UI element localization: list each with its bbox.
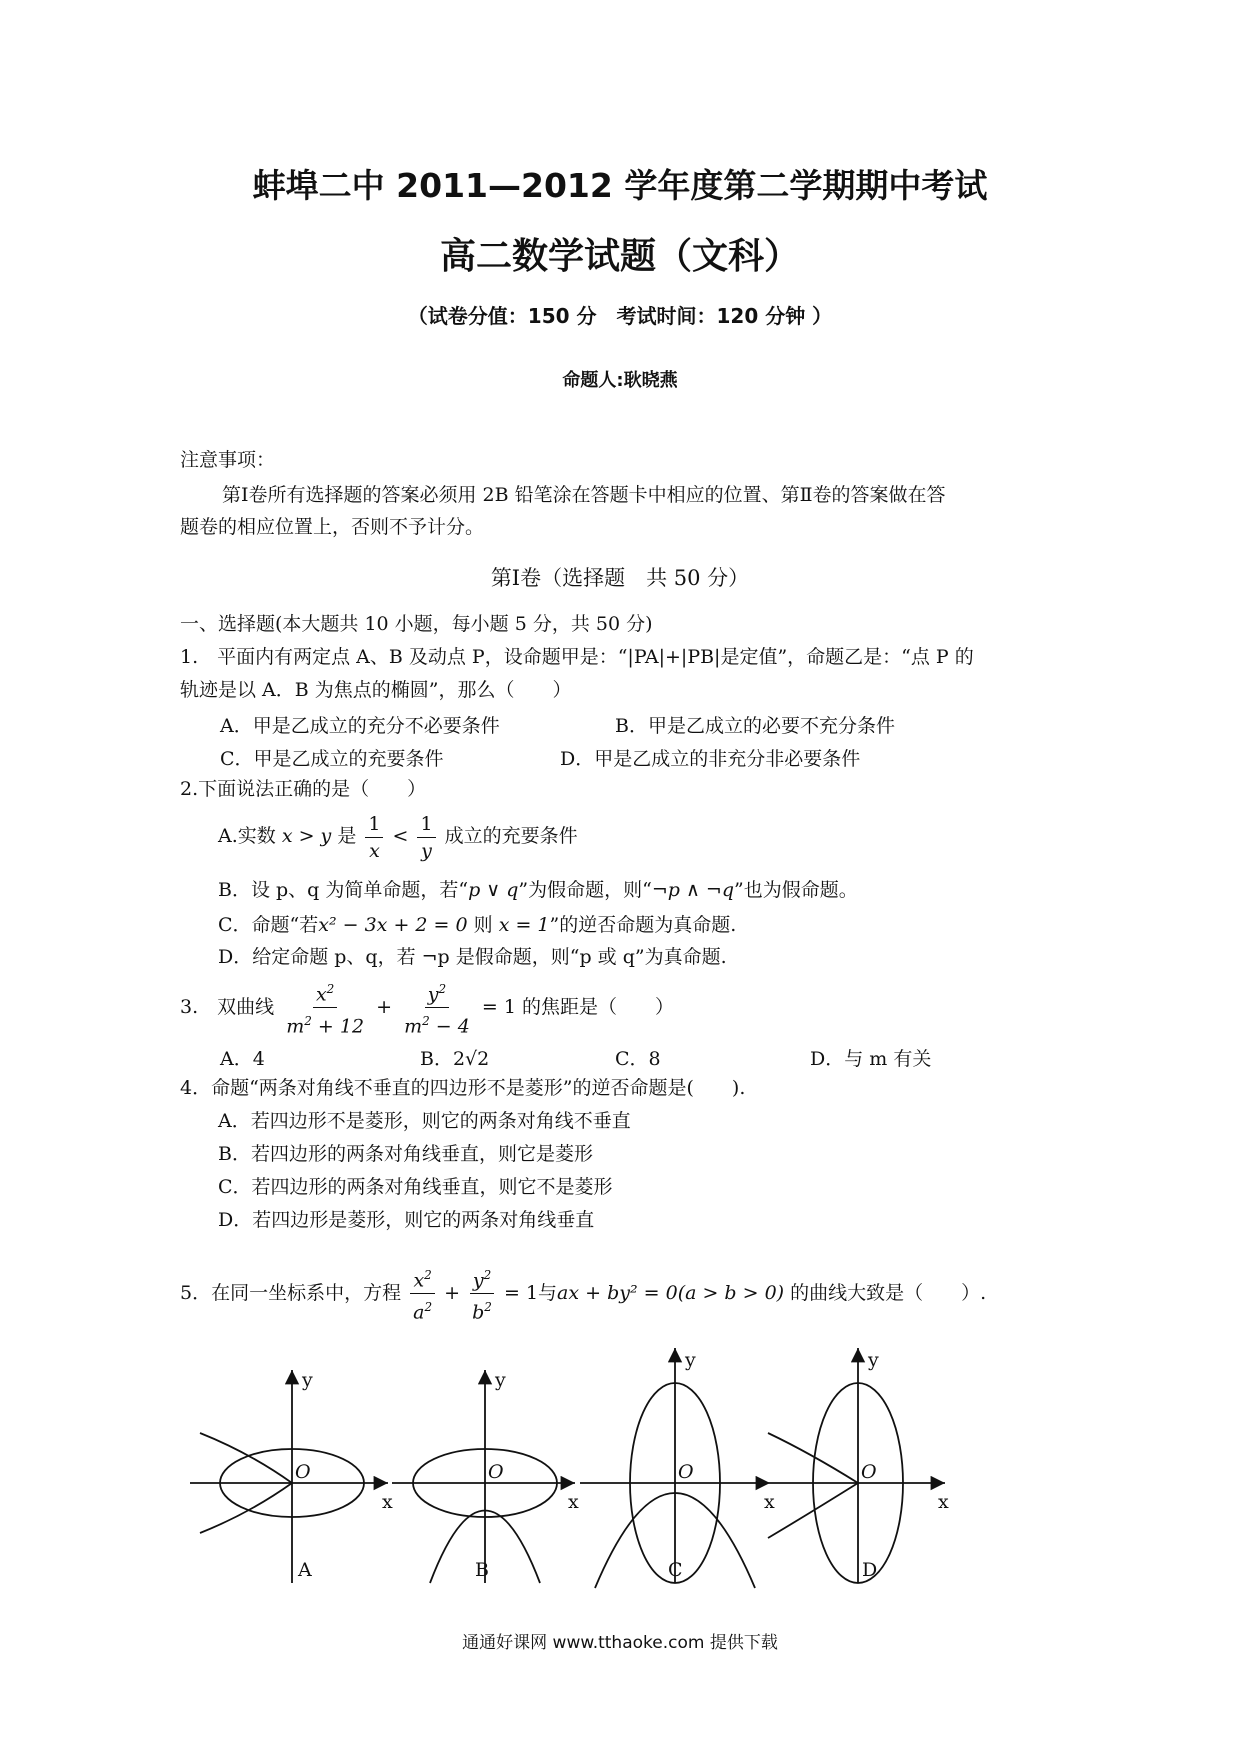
- footer-download-note: 通通好课网 www.tthaoke.com 提供下载: [462, 1633, 778, 1653]
- figure-a-label: A: [298, 1559, 312, 1581]
- less-than-sign: <: [392, 825, 409, 847]
- figure-b-x-label: x: [568, 1491, 579, 1513]
- q2-option-b: [218, 878, 858, 902]
- figure-d: [768, 1348, 945, 1583]
- q4-option-a: A．若四边形不是菱形，则它的两条对角线不垂直: [218, 1110, 631, 1132]
- fraction-y2-over-b2: $\frac{y^2}{b^2}$: [469, 1262, 495, 1326]
- q3-option-c: C．8: [615, 1048, 661, 1070]
- q2-stem: 2.下面说法正确的是（ ）: [180, 778, 427, 800]
- figure-a-y-label: y: [302, 1369, 313, 1391]
- q5-figures: [170, 1338, 1040, 1598]
- figure-c-origin: O: [678, 1461, 694, 1483]
- fraction-y2-over-m2-minus-4: $\frac{y^2}{m^2 - 4}$: [401, 976, 473, 1040]
- exam-subtitle: 高二数学试题（文科）: [439, 236, 800, 277]
- q2-option-d: D．给定命题 p、q，若 ¬p 是假命题，则“p 或 q”为真命题.: [218, 946, 727, 968]
- q2-c-mid: 则: [473, 914, 493, 936]
- figure-a-x-label: x: [382, 1491, 393, 1513]
- figure-c-y-label: y: [685, 1349, 696, 1371]
- figure-d-y-label: y: [868, 1349, 879, 1371]
- fraction-1-over-x: $\frac{1}{x}$: [365, 811, 383, 864]
- exam-title: 蚌埠二中 2011—2012 学年度第二学期期中考试: [252, 166, 988, 205]
- q1-option-d: D．甲是乙成立的非充分非必要条件: [560, 748, 861, 770]
- q5-equation-2: ax + by² = 0(a > b > 0): [557, 1281, 785, 1304]
- figure-c-x-label: x: [764, 1491, 775, 1513]
- section-heading: 第Ⅰ卷（选择题 共 50 分）: [490, 566, 750, 590]
- q3-option-d: D．与 m 有关: [810, 1048, 932, 1070]
- q4-option-d: D．若四边形是菱形，则它的两条对角线垂直: [218, 1209, 595, 1231]
- plus-sign-2: +: [444, 1281, 461, 1304]
- q1-option-b: B．甲是乙成立的必要不充分条件: [615, 715, 895, 737]
- figure-b-label: B: [475, 1559, 489, 1581]
- q4-option-b: B．若四边形的两条对角线垂直，则它是菱形: [218, 1143, 593, 1165]
- notice-heading: 注意事项：: [180, 449, 276, 471]
- exam-author: 命题人:耿晓燕: [562, 370, 678, 391]
- q1-stem-line-2: 轨迹是以 A．B 为焦点的椭圆”，那么（ ）: [180, 679, 572, 701]
- figure-c-label: C: [668, 1559, 683, 1581]
- q2-b-post: ”也为假命题。: [734, 879, 858, 901]
- exam-info: （试卷分值：150 分 考试时间：120 分钟 ）: [407, 304, 833, 328]
- plus-sign: +: [376, 995, 393, 1018]
- notice-line-1: 第Ⅰ卷所有选择题的答案必须用 2B 铅笔涂在答题卡中相应的位置、第Ⅱ卷的答案做在答: [222, 484, 946, 506]
- q2-option-a: [218, 806, 578, 866]
- q1-stem-line-1: 1. 平面内有两定点 A、B 及动点 P，设命题甲是：“|PA|+|PB|是定值”，命题乙是：“点 P 的: [180, 646, 974, 668]
- figure-c: [580, 1348, 770, 1588]
- part-heading: 一、选择题(本大题共 10 小题，每小题 5 分，共 50 分): [180, 613, 653, 635]
- q2-a-post: 成立的充要条件: [444, 825, 578, 847]
- figure-d-origin: O: [861, 1461, 877, 1483]
- fraction-x2-over-m2-plus-12: $\frac{x^2}{m^2 + 12}$: [283, 976, 367, 1040]
- q5-stem: [180, 1262, 986, 1326]
- q2-b-formula-1: p ∨ q: [468, 879, 519, 901]
- q2-b-pre: B．设 p、q 为简单命题，若“: [218, 879, 469, 901]
- figure-b-origin: O: [488, 1461, 504, 1483]
- q1-option-c: C．甲是乙成立的充要条件: [220, 748, 444, 770]
- q3-post: = 1 的焦距是（ ）: [481, 995, 674, 1018]
- q2-a-pre: A.实数: [218, 825, 276, 847]
- q3-stem: [180, 976, 674, 1040]
- fraction-1-over-y: $\frac{1}{y}$: [417, 811, 435, 864]
- figure-d-label: D: [862, 1559, 878, 1581]
- q2-option-c: [218, 913, 736, 937]
- q3-option-b: B．2√2: [420, 1048, 490, 1070]
- q2-a-mid: 是: [337, 825, 357, 847]
- q2-c-formula-2: x = 1: [498, 914, 550, 936]
- figure-a: [190, 1370, 388, 1583]
- q4-stem: 4．命题“两条对角线不垂直的四边形不是菱形”的逆否命题是( ).: [180, 1077, 746, 1099]
- q4-option-c: C．若四边形的两条对角线垂直，则它不是菱形: [218, 1176, 613, 1198]
- q2-b-mid: ”为假命题，则“: [518, 879, 652, 901]
- figure-d-x-label: x: [938, 1491, 949, 1513]
- q5-mid: = 1与: [503, 1281, 558, 1304]
- notice-line-2: 题卷的相应位置上，否则不予计分。: [180, 516, 485, 538]
- q2-c-formula-1: x² − 3x + 2 = 0: [318, 914, 468, 936]
- fraction-x2-over-a2: $\frac{x^2}{a^2}$: [410, 1262, 435, 1326]
- q2-c-post: ”的逆否命题为真命题.: [549, 914, 737, 936]
- q2-c-pre: C．命题“若: [218, 914, 319, 936]
- figure-b-y-label: y: [495, 1369, 506, 1391]
- q3-option-a: A．4: [220, 1048, 265, 1070]
- figure-a-origin: O: [295, 1461, 311, 1483]
- q3-pre: 3. 双曲线: [180, 995, 275, 1018]
- figure-b: [392, 1370, 575, 1583]
- q2-b-formula-2: ¬p ∧ ¬q: [651, 879, 734, 901]
- q1-option-a: A．甲是乙成立的充分不必要条件: [220, 715, 500, 737]
- q5-post: 的曲线大致是（ ）.: [790, 1281, 987, 1304]
- q2-a-cond: x > y: [281, 825, 332, 847]
- q5-pre: 5．在同一坐标系中，方程: [180, 1281, 402, 1304]
